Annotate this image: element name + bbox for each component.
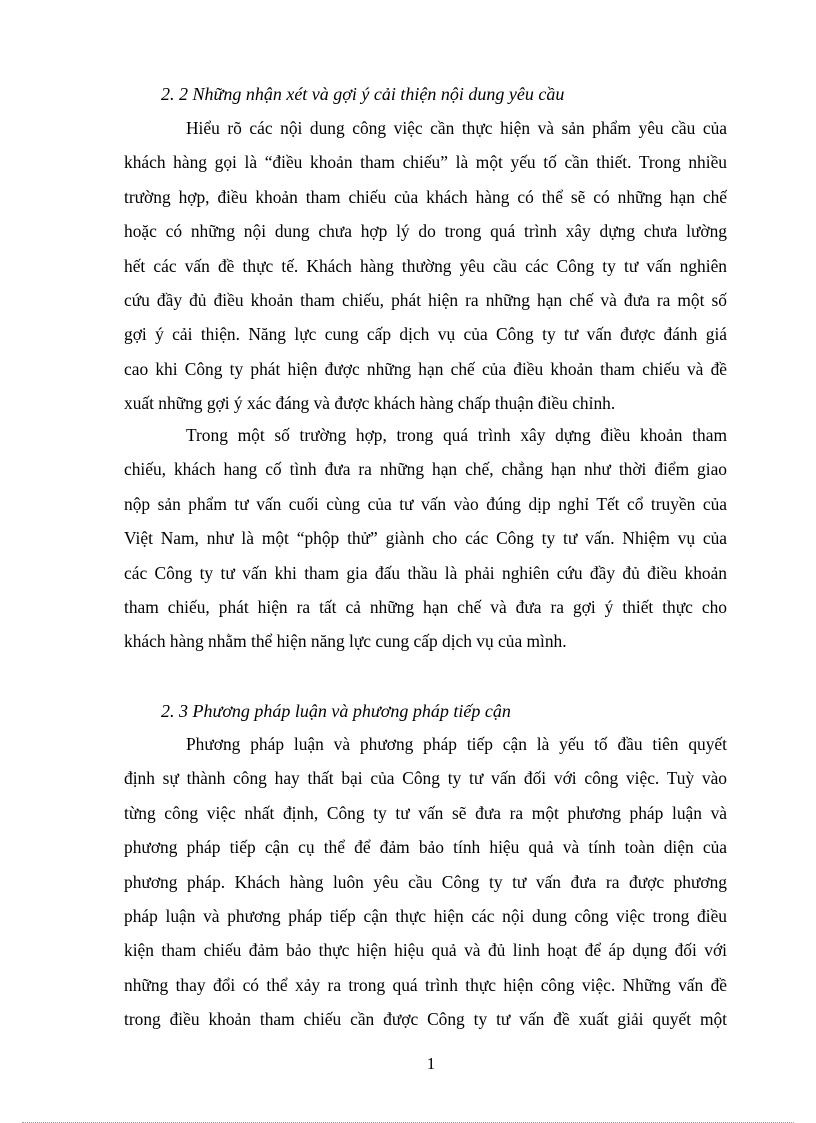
text-line: Việt Nam, như là một “phộp thử” giành cho các Công ty tư vấn. Nhiệm vụ của [124,528,727,549]
text-line: tham chiếu, phát hiện ra tất cả những hạn chế và đưa ra gợi ý thiết thực cho [124,596,727,617]
text-line: cứu đầy đủ điều khoản tham chiếu, phát hiện ra những hạn chế và đưa ra một số [124,289,727,310]
text-line: chiếu, khách hang cố tình đưa ra những hạn chế, chẳng hạn như thời điểm giao [124,459,727,480]
text-line: những thay đổi có thể xảy ra trong quá trình thực hiện công việc. Những vấn đề [124,974,727,995]
text-line: phương pháp tiếp cận cụ thể để đảm bảo tính hiệu quả và tính toàn diện của [124,837,727,858]
text-line: hoặc có những nội dung chưa hợp lý do trong quá trình xây dựng chưa lường [124,221,727,242]
text-line: các Công ty tư vấn khi tham gia đấu thầu là phải nghiên cứu đầy đủ điều khoản [124,562,727,583]
text-line: Trong một số trường hợp, trong quá trình xây dựng điều khoản tham [186,425,727,445]
text-line: trường hợp, điều khoản tham chiếu của khách hàng có thể sẽ có những hạn chế [124,186,727,207]
section-heading: 2. 2 Những nhận xét và gợi ý cải thiện nội dung yêu cầu [161,84,565,104]
text-line: Phương pháp luận và phương pháp tiếp cận là yếu tố đầu tiên quyết [186,734,727,754]
text-line: từng công việc nhất định, Công ty tư vấn sẽ đưa ra một phương pháp luận và [124,802,727,823]
text-line: khách hàng gọi là “điều khoản tham chiếu” là một yếu tố cần thiết. Trong nhiều [124,152,727,173]
text-line: phương pháp. Khách hàng luôn yêu cầu Công ty tư vấn đưa ra được phương [124,871,727,892]
text-line: Hiểu rõ các nội dung công việc cần thực hiện và sản phẩm yêu cầu của [186,118,727,138]
paragraph [124,727,727,1037]
text-line: hết các vấn đề thực tế. Khách hàng thường yêu cầu các Công ty tư vấn nghiên [124,255,727,276]
text-line: khách hàng nhằm thể hiện năng lực cung cấp dịch vụ của mình. [124,631,567,652]
text-line: kiện tham chiếu đảm bảo thực hiện hiệu quả và đủ linh hoạt để áp dụng đối với [124,940,727,961]
text-line: xuất những gợi ý xác đáng và được khách hàng chấp thuận điều chỉnh. [124,393,616,414]
paragraph [124,111,727,421]
text-line: gợi ý cải thiện. Năng lực cung cấp dịch vụ của Công ty tư vấn được đánh giá [124,324,727,345]
text-line: nộp sản phẩm tư vấn cuối cùng của tư vấn vào đúng dịp nghỉ Tết cổ truyền của [124,493,727,514]
text-line: pháp luận và phương pháp tiếp cận thực hiện các nội dung công việc trong điều [124,905,727,926]
text-line: định sự thành công hay thất bại của Công ty tư vấn đối với công việc. Tuỳ vào [124,768,727,789]
text-line: trong điều khoản tham chiếu cần được Công ty tư vấn đề xuất giải quyết một [124,1009,727,1030]
page-number: 1 [426,1054,436,1073]
text-line: cao khi Công ty phát hiện được những hạn chế của điều khoản tham chiếu và đề [124,358,727,379]
section-heading: 2. 3 Phương pháp luận và phương pháp tiếp cận [161,701,511,721]
paragraph [124,418,727,659]
